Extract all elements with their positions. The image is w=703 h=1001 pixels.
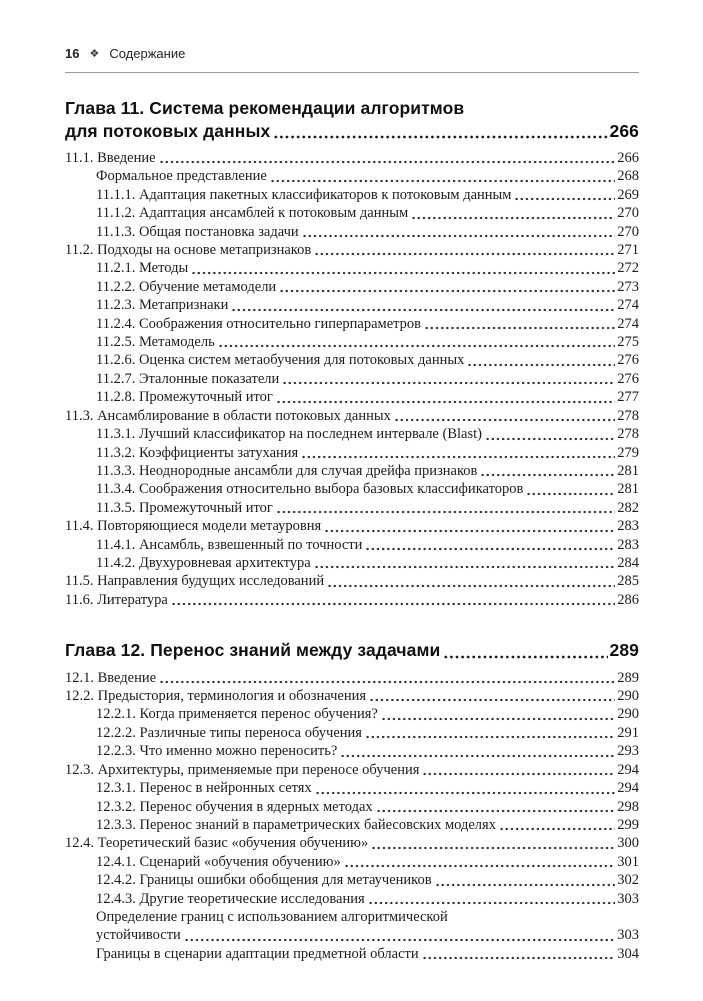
entry-page-number: 278 bbox=[617, 407, 639, 424]
entry-page-number: 283 bbox=[617, 536, 639, 553]
toc-entry bbox=[65, 687, 639, 705]
page-header bbox=[65, 46, 639, 63]
entry-page-number: 300 bbox=[617, 835, 639, 852]
entry-page-number: 269 bbox=[617, 186, 639, 203]
entry-label: 11.3.1. Лучший классификатор на последнем интервале (Blast) bbox=[96, 426, 482, 443]
entry-label: 11.2.3. Метапризнаки bbox=[96, 297, 229, 314]
entry-label: для потоковых данных bbox=[65, 120, 271, 141]
toc-entry bbox=[65, 444, 639, 462]
toc-entry bbox=[65, 742, 639, 760]
toc-entry bbox=[65, 315, 639, 333]
dot-leader bbox=[526, 492, 615, 496]
entry-page-number: 303 bbox=[617, 890, 639, 907]
toc-entry bbox=[65, 407, 639, 425]
entry-page-number: 279 bbox=[617, 444, 639, 461]
entry-page-number: 284 bbox=[617, 554, 639, 571]
toc-entry bbox=[65, 480, 639, 498]
toc-entry bbox=[65, 351, 639, 369]
entry-page-number: 294 bbox=[617, 761, 639, 778]
dot-leader bbox=[340, 754, 615, 758]
entry-page-number: 266 bbox=[609, 120, 639, 141]
dot-leader bbox=[327, 584, 615, 588]
dot-leader bbox=[273, 135, 607, 139]
chapter-title-block bbox=[65, 639, 639, 662]
entry-label: 11.4. Повторяющиеся модели метауровня bbox=[65, 518, 322, 535]
entry-page-number: 281 bbox=[617, 462, 639, 479]
entry-label: 12.3.3. Перенос знаний в параметрических байесовских моделях bbox=[96, 816, 496, 833]
entry-page-number: 281 bbox=[617, 481, 639, 498]
chapter-title-block bbox=[65, 97, 639, 142]
dot-leader bbox=[411, 216, 615, 220]
entry-page-number: 293 bbox=[617, 743, 639, 760]
dot-leader bbox=[218, 344, 616, 348]
toc-entry bbox=[65, 761, 639, 779]
entry-label: 11.3.4. Соображения относительно выбора базовых классификаторов bbox=[96, 481, 524, 498]
table-of-contents bbox=[65, 97, 639, 963]
toc-entry bbox=[65, 536, 639, 554]
entry-page-number: 289 bbox=[609, 640, 639, 661]
toc-entry bbox=[65, 296, 639, 314]
entry-page-number: 299 bbox=[617, 816, 639, 833]
entry-page-number: 290 bbox=[617, 706, 639, 723]
entry-page-number: 275 bbox=[617, 334, 639, 351]
entry-page-number: 273 bbox=[617, 278, 639, 295]
chapter-entries bbox=[65, 669, 639, 964]
dot-leader bbox=[314, 565, 616, 569]
entry-label: Определение границ с использованием алгоритмической bbox=[96, 908, 448, 925]
dot-leader bbox=[276, 400, 615, 404]
toc-entry bbox=[65, 705, 639, 723]
toc-entry bbox=[65, 370, 639, 388]
toc-chapter bbox=[65, 639, 639, 963]
entry-page-number: 276 bbox=[617, 370, 639, 387]
dot-leader bbox=[302, 234, 616, 238]
entry-page-number: 301 bbox=[617, 853, 639, 870]
toc-entry bbox=[65, 259, 639, 277]
entry-label: 11.2.5. Метамодель bbox=[96, 334, 215, 351]
entry-page-number: 272 bbox=[617, 260, 639, 277]
dot-leader bbox=[422, 956, 616, 960]
entry-label: 11.2.6. Оценка систем метаобучения для потоковых данных bbox=[96, 352, 465, 369]
entry-page-number: 278 bbox=[617, 426, 639, 443]
entry-label: 11.2. Подходы на основе метапризнаков bbox=[65, 242, 312, 259]
toc-entry bbox=[65, 853, 639, 871]
entry-label: 11.3.5. Промежуточный итог bbox=[96, 499, 273, 516]
dot-leader bbox=[365, 735, 615, 739]
entry-page-number: 274 bbox=[617, 315, 639, 332]
entry-label: 12.4.1. Сценарий «обучения обучению» bbox=[96, 853, 341, 870]
entry-label: 11.3.3. Неоднородные ансамбли для случая дрейфа признаков bbox=[96, 462, 478, 479]
toc-entry bbox=[65, 517, 639, 535]
dot-leader bbox=[191, 271, 615, 275]
entry-label: 11.2.7. Эталонные показатели bbox=[96, 370, 280, 387]
entry-label: Формальное представление bbox=[96, 168, 267, 185]
toc-entry bbox=[65, 926, 639, 944]
chapter-title-row bbox=[65, 639, 639, 662]
dot-leader bbox=[282, 381, 615, 385]
entry-page-number: 304 bbox=[617, 945, 639, 962]
chapter-entries bbox=[65, 149, 639, 609]
toc-entry bbox=[65, 149, 639, 167]
entry-page-number: 289 bbox=[617, 669, 639, 686]
entry-label: 12.2.3. Что именно можно переносить? bbox=[96, 743, 338, 760]
toc-entry bbox=[65, 945, 639, 963]
chapter-title-row bbox=[65, 120, 639, 143]
dot-leader bbox=[276, 510, 615, 514]
dot-leader bbox=[394, 418, 615, 422]
entry-label: 11.2.8. Промежуточный итог bbox=[96, 389, 273, 406]
entry-page-number: 282 bbox=[617, 499, 639, 516]
toc-entry bbox=[65, 834, 639, 852]
toc-entry bbox=[65, 572, 639, 590]
entry-page-number: 298 bbox=[617, 798, 639, 815]
toc-entry bbox=[65, 425, 639, 443]
entry-label: 11.1.1. Адаптация пакетных классификаторов к потоковым данным bbox=[96, 186, 512, 203]
entry-page-number: 294 bbox=[617, 780, 639, 797]
dot-leader bbox=[514, 197, 615, 201]
entry-page-number: 283 bbox=[617, 518, 639, 535]
dot-leader bbox=[365, 547, 615, 551]
entry-page-number: 286 bbox=[617, 591, 639, 608]
dot-leader bbox=[171, 602, 615, 606]
entry-label: 12.3.1. Перенос в нейронных сетях bbox=[96, 780, 312, 797]
dot-leader bbox=[480, 473, 615, 477]
toc-entry bbox=[65, 724, 639, 742]
running-header-title: Содержание bbox=[109, 46, 186, 61]
dot-leader bbox=[499, 827, 615, 831]
dot-leader bbox=[301, 455, 615, 459]
entry-label: 12.1. Введение bbox=[65, 669, 157, 686]
entry-label: 12.3. Архитектуры, применяемые при переносе обучения bbox=[65, 761, 420, 778]
entry-label: 11.5. Направления будущих исследований bbox=[65, 573, 325, 590]
dot-leader bbox=[467, 363, 615, 367]
entry-label: 12.2.1. Когда применяется перенос обучения? bbox=[96, 706, 378, 723]
toc-entry bbox=[65, 554, 639, 572]
entry-page-number: 266 bbox=[617, 150, 639, 166]
toc-entry bbox=[65, 278, 639, 296]
dot-leader bbox=[324, 529, 615, 533]
entry-label: 11.1. Введение bbox=[65, 150, 156, 166]
entry-page-number: 302 bbox=[617, 872, 639, 889]
toc-entry bbox=[65, 779, 639, 797]
entry-label: 11.1.2. Адаптация ансамблей к потоковым данным bbox=[96, 205, 409, 222]
entry-page-number: 276 bbox=[617, 352, 639, 369]
toc-entry bbox=[65, 167, 639, 185]
dot-leader bbox=[344, 864, 616, 868]
dot-leader bbox=[443, 655, 607, 659]
toc-entry bbox=[65, 333, 639, 351]
toc-entry bbox=[65, 223, 639, 241]
dot-leader bbox=[184, 938, 615, 942]
entry-page-number: 271 bbox=[617, 242, 639, 259]
entry-page-number: 303 bbox=[617, 927, 639, 944]
diamond-separator-icon: ❖ bbox=[89, 48, 100, 60]
entry-page-number: 268 bbox=[617, 168, 639, 185]
dot-leader bbox=[279, 289, 615, 293]
toc-entry bbox=[65, 591, 639, 609]
entry-page-number: 270 bbox=[617, 223, 639, 240]
dot-leader bbox=[369, 698, 615, 702]
chapter-title-row bbox=[65, 97, 639, 120]
toc-chapter bbox=[65, 97, 639, 609]
entry-page-number: 270 bbox=[617, 205, 639, 222]
entry-label: 11.6. Литература bbox=[65, 591, 168, 608]
entry-page-number: 274 bbox=[617, 297, 639, 314]
entry-page-number: 291 bbox=[617, 724, 639, 741]
dot-leader bbox=[315, 791, 616, 795]
entry-label: 12.4. Теоретический базис «обучения обучению» bbox=[65, 835, 369, 852]
entry-page-number: 277 bbox=[617, 389, 639, 406]
toc-entry bbox=[65, 798, 639, 816]
dot-leader bbox=[485, 437, 615, 441]
toc-entry bbox=[65, 462, 639, 480]
entry-page-number: 285 bbox=[617, 573, 639, 590]
entry-label: 12.2. Предыстория, терминология и обозначения bbox=[65, 688, 367, 705]
entry-label: 12.3.2. Перенос обучения в ядерных методах bbox=[96, 798, 373, 815]
toc-entry bbox=[65, 908, 639, 926]
toc-entry bbox=[65, 186, 639, 204]
dot-leader bbox=[314, 252, 615, 256]
dot-leader bbox=[435, 883, 616, 887]
entry-label: Глава 11. Система рекомендации алгоритмов bbox=[65, 98, 465, 118]
entry-label: 11.1.3. Общая постановка задачи bbox=[96, 223, 299, 240]
entry-label: 12.4.3. Другие теоретические исследования bbox=[96, 890, 365, 907]
entry-label: Границы в сценарии адаптации предметной области bbox=[96, 945, 419, 962]
toc-entry bbox=[65, 871, 639, 889]
dot-leader bbox=[381, 717, 615, 721]
dot-leader bbox=[270, 179, 615, 183]
entry-label: 11.4.2. Двухуровневая архитектура bbox=[96, 554, 311, 571]
dot-leader bbox=[368, 901, 616, 905]
entry-label: 12.2.2. Различные типы переноса обучения bbox=[96, 724, 362, 741]
dot-leader bbox=[159, 160, 616, 164]
header-divider bbox=[65, 72, 639, 73]
entry-label: 11.3. Ансамблирование в области потоковых данных bbox=[65, 407, 391, 424]
dot-leader bbox=[371, 846, 615, 850]
entry-label: Глава 12. Перенос знаний между задачами bbox=[65, 640, 441, 661]
entry-label: 12.4.2. Границы ошибки обобщения для метаучеников bbox=[96, 872, 432, 889]
entry-label: 11.2.2. Обучение метамодели bbox=[96, 278, 277, 295]
dot-leader bbox=[159, 680, 615, 684]
entry-label: 11.2.4. Соображения относительно гиперпараметров bbox=[96, 315, 421, 332]
entry-label: устойчивости bbox=[96, 927, 181, 944]
toc-entry bbox=[65, 890, 639, 908]
toc-entry bbox=[65, 669, 639, 687]
dot-leader bbox=[424, 326, 615, 330]
toc-entry bbox=[65, 204, 639, 222]
toc-entry bbox=[65, 388, 639, 406]
entry-label: 11.2.1. Методы bbox=[96, 260, 189, 277]
entry-label: 11.4.1. Ансамбль, взвешенный по точности bbox=[96, 536, 363, 553]
toc-entry bbox=[65, 499, 639, 517]
dot-leader bbox=[422, 772, 615, 776]
toc-entry bbox=[65, 816, 639, 834]
dot-leader bbox=[231, 308, 615, 312]
dot-leader bbox=[376, 809, 616, 813]
page-number: 16 bbox=[65, 46, 80, 61]
entry-label: 11.3.2. Коэффициенты затухания bbox=[96, 444, 299, 461]
entry-page-number: 290 bbox=[617, 688, 639, 705]
toc-entry bbox=[65, 241, 639, 259]
